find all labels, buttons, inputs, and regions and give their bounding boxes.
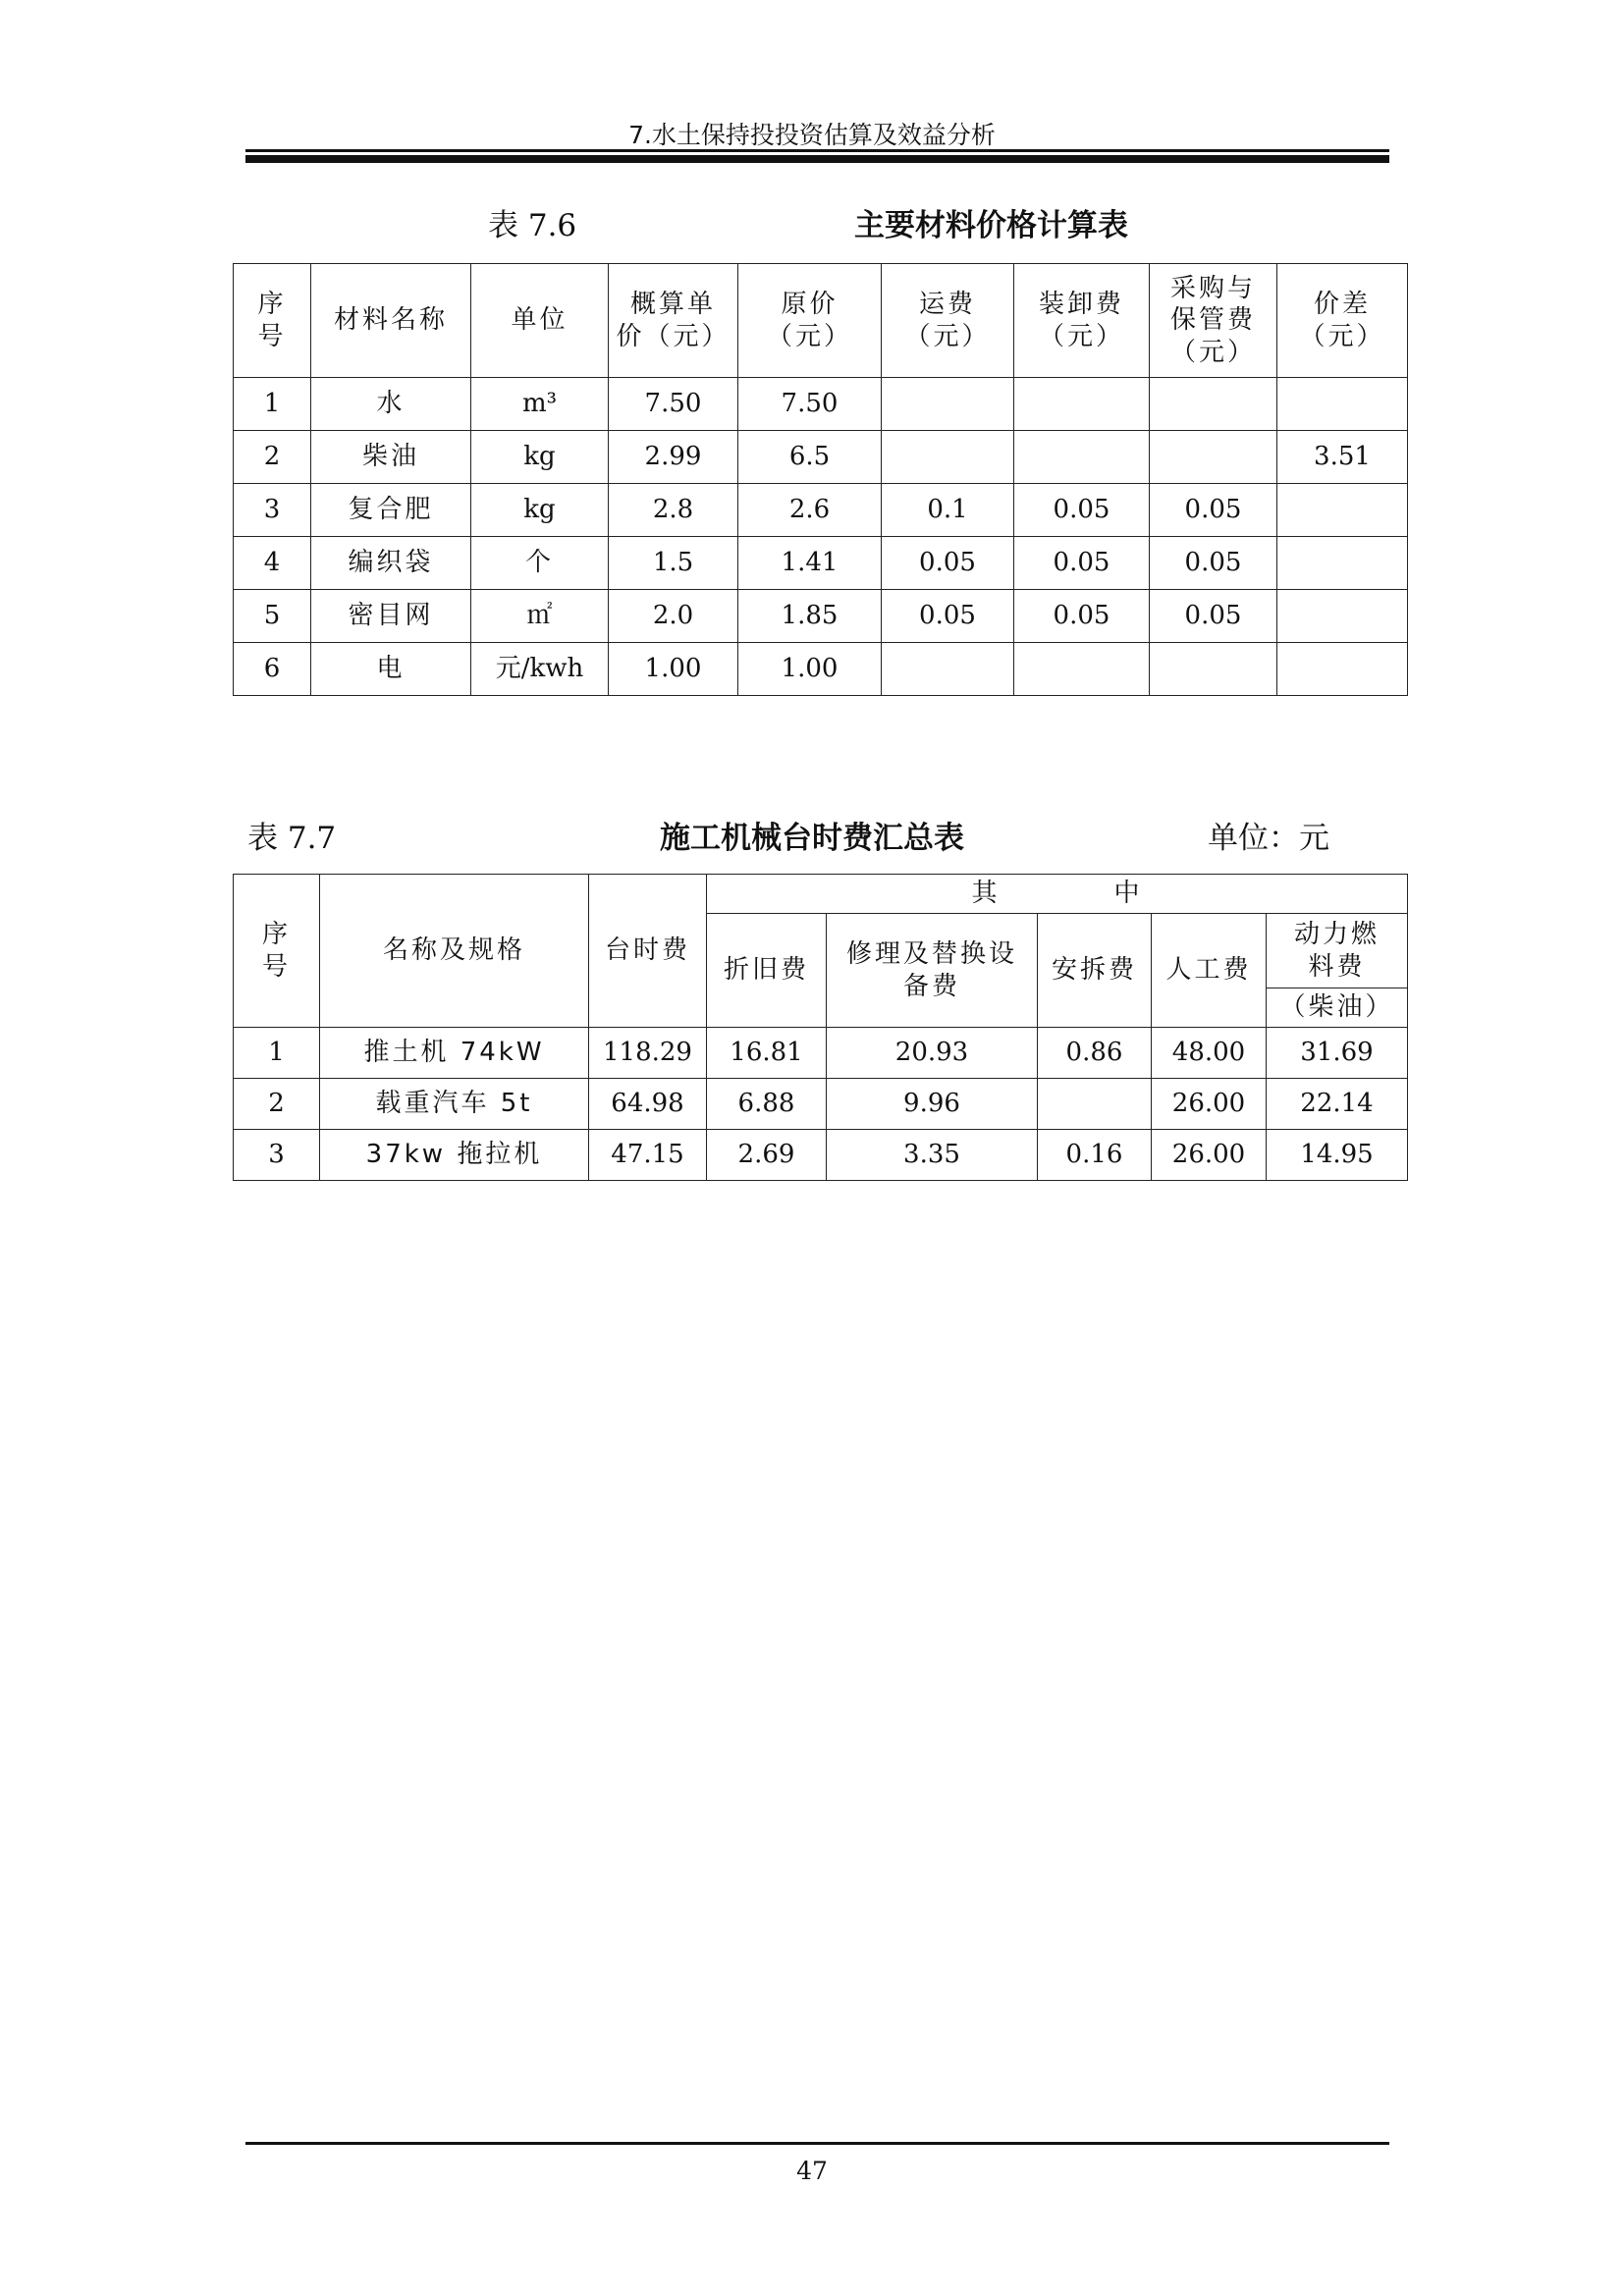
- cell: 个: [471, 537, 609, 590]
- cell: 118.29: [589, 1028, 707, 1079]
- col-header-seq: 序 号: [234, 264, 311, 378]
- cell: 水: [311, 378, 471, 431]
- cell: 7.50: [738, 378, 882, 431]
- cell: 0.05: [1014, 537, 1150, 590]
- col-header-handling: 装卸费 （元）: [1014, 264, 1150, 378]
- table-row: [234, 537, 1408, 590]
- cell: 0.05: [1014, 484, 1150, 537]
- material-price-table: [233, 263, 1408, 696]
- cell: 元/kwh: [471, 643, 609, 696]
- running-header: 7.水土保持投投资估算及效益分析: [628, 121, 996, 149]
- col-header-original-price: 原价 （元）: [738, 264, 882, 378]
- cell: 14.95: [1267, 1130, 1408, 1181]
- table-row: [234, 1028, 1408, 1079]
- cell: [1038, 1079, 1152, 1130]
- cell: 48.00: [1152, 1028, 1267, 1079]
- cell: 9.96: [827, 1079, 1038, 1130]
- table-76-header-row: [234, 264, 1408, 378]
- col-header-price-diff: 价差 （元）: [1277, 264, 1408, 378]
- cell: 2.8: [609, 484, 738, 537]
- cell: 2.0: [609, 590, 738, 643]
- cell: [882, 378, 1014, 431]
- cell: [1277, 537, 1408, 590]
- cell: 2.69: [707, 1130, 827, 1181]
- cell: [1150, 378, 1277, 431]
- cell: 密目网: [311, 590, 471, 643]
- table-77-unit: 单位：元: [1208, 821, 1329, 856]
- cell: 6.88: [707, 1079, 827, 1130]
- cell: 0.16: [1038, 1130, 1152, 1181]
- col-header-freight: 运费 （元）: [882, 264, 1014, 378]
- cell: [1014, 431, 1150, 484]
- cell: m³: [471, 378, 609, 431]
- cell: 26.00: [1152, 1130, 1267, 1181]
- cell: 1: [234, 378, 311, 431]
- cell: 26.00: [1152, 1079, 1267, 1130]
- cell: [1277, 643, 1408, 696]
- col-header-fuel-diesel: （柴油）: [1267, 988, 1408, 1028]
- cell: 0.05: [1150, 484, 1277, 537]
- page-number: 47: [796, 2157, 828, 2185]
- cell: ㎡: [471, 590, 609, 643]
- cell: 1.00: [609, 643, 738, 696]
- table-row: [234, 643, 1408, 696]
- table-row: [234, 1130, 1408, 1181]
- machinery-cost-table: [233, 874, 1408, 1181]
- col-header-procurement: 采购与 保管费 （元）: [1150, 264, 1277, 378]
- col-header-material-name: 材料名称: [311, 264, 471, 378]
- col-header-repair: 修理及替换设 备费: [827, 914, 1038, 1028]
- cell: 电: [311, 643, 471, 696]
- cell: [882, 643, 1014, 696]
- cell: 载重汽车 5t: [320, 1079, 589, 1130]
- table-76-label: 表 7.6: [488, 208, 577, 243]
- col-header-group-of-which: 其 中: [707, 875, 1408, 914]
- cell: 31.69: [1267, 1028, 1408, 1079]
- cell: 7.50: [609, 378, 738, 431]
- header-rule-thin: [245, 149, 1389, 152]
- cell: 6.5: [738, 431, 882, 484]
- table-row: [234, 378, 1408, 431]
- table-row: [234, 431, 1408, 484]
- cell: 3: [234, 484, 311, 537]
- col-header-install-removal: 安拆费: [1038, 914, 1152, 1028]
- cell: 1.5: [609, 537, 738, 590]
- cell: 2: [234, 1079, 320, 1130]
- cell: 4: [234, 537, 311, 590]
- cell: 3: [234, 1130, 320, 1181]
- cell: 2.99: [609, 431, 738, 484]
- cell: kg: [471, 431, 609, 484]
- cell: 37kw 拖拉机: [320, 1130, 589, 1181]
- cell: 0.05: [882, 590, 1014, 643]
- cell: 编织袋: [311, 537, 471, 590]
- cell: 推土机 74kW: [320, 1028, 589, 1079]
- table-76-title: 主要材料价格计算表: [854, 208, 1128, 243]
- cell: 0.05: [1150, 537, 1277, 590]
- col-header-name-spec: 名称及规格: [320, 875, 589, 1028]
- cell: [1277, 590, 1408, 643]
- table-row: [234, 590, 1408, 643]
- col-header-hourly-cost: 台时费: [589, 875, 707, 1028]
- col-header-fuel: 动力燃 料费: [1267, 914, 1408, 988]
- cell: [1150, 643, 1277, 696]
- cell: 6: [234, 643, 311, 696]
- header-rule-thick: [245, 155, 1389, 163]
- cell: 2.6: [738, 484, 882, 537]
- cell: 0.05: [1014, 590, 1150, 643]
- cell: 20.93: [827, 1028, 1038, 1079]
- table-77-header-row-1: [234, 875, 1408, 914]
- table-77-label: 表 7.7: [247, 821, 337, 856]
- cell: 2: [234, 431, 311, 484]
- cell: [1014, 378, 1150, 431]
- col-header-seq: 序 号: [234, 875, 320, 1028]
- col-header-depreciation: 折旧费: [707, 914, 827, 1028]
- cell: 47.15: [589, 1130, 707, 1181]
- cell: 5: [234, 590, 311, 643]
- cell: [1277, 484, 1408, 537]
- table-77-title: 施工机械台时费汇总表: [660, 821, 964, 856]
- cell: 1.85: [738, 590, 882, 643]
- table-row: [234, 484, 1408, 537]
- col-header-labor: 人工费: [1152, 914, 1267, 1028]
- col-header-unit: 单位: [471, 264, 609, 378]
- cell: 1: [234, 1028, 320, 1079]
- cell: 0.05: [1150, 590, 1277, 643]
- cell: 3.51: [1277, 431, 1408, 484]
- col-header-budget-price: 概算单 价（元）: [609, 264, 738, 378]
- cell: 0.1: [882, 484, 1014, 537]
- cell: 0.05: [882, 537, 1014, 590]
- cell: kg: [471, 484, 609, 537]
- footer-rule: [245, 2142, 1389, 2145]
- cell: [1277, 378, 1408, 431]
- cell: [882, 431, 1014, 484]
- cell: [1150, 431, 1277, 484]
- cell: 16.81: [707, 1028, 827, 1079]
- table-row: [234, 1079, 1408, 1130]
- cell: 1.41: [738, 537, 882, 590]
- cell: 3.35: [827, 1130, 1038, 1181]
- cell: 柴油: [311, 431, 471, 484]
- cell: 22.14: [1267, 1079, 1408, 1130]
- cell: 0.86: [1038, 1028, 1152, 1079]
- cell: [1014, 643, 1150, 696]
- cell: 复合肥: [311, 484, 471, 537]
- cell: 1.00: [738, 643, 882, 696]
- cell: 64.98: [589, 1079, 707, 1130]
